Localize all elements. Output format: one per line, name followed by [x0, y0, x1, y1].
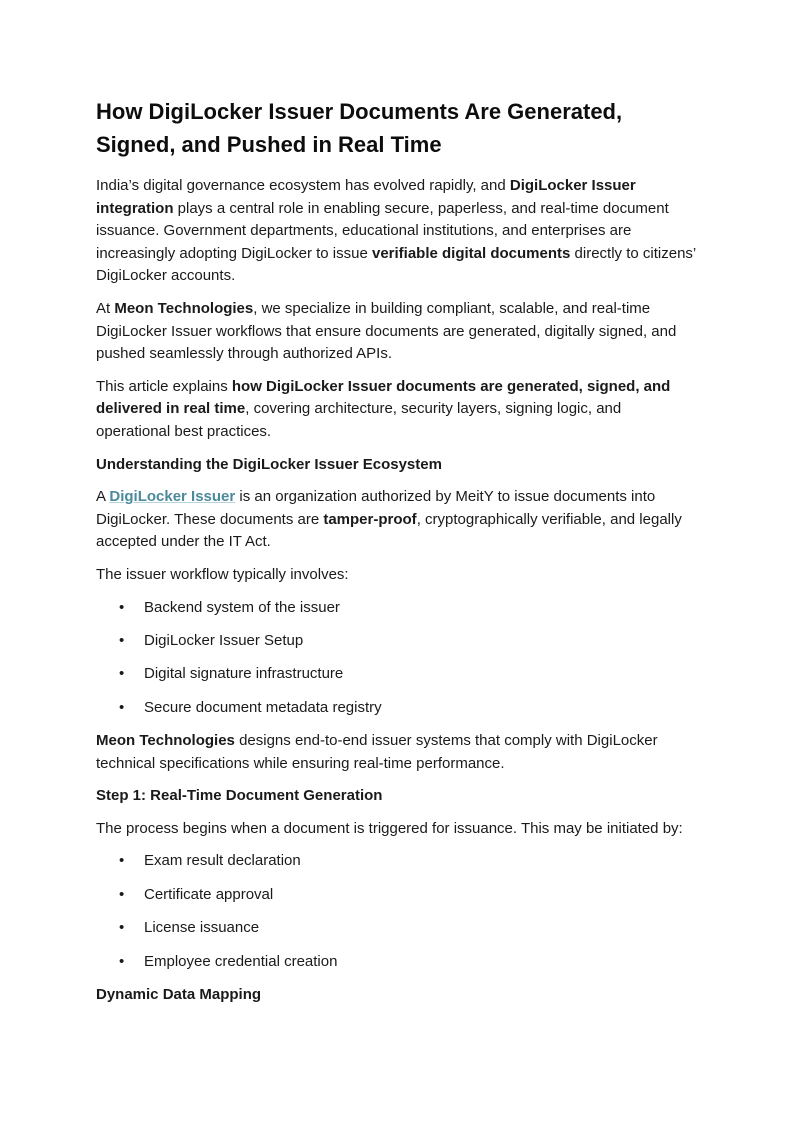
bold-tamper-proof: tamper-proof — [323, 510, 417, 528]
process-paragraph: The process begins when a document is triggered for issuance. This may be initiated by: — [96, 819, 683, 837]
issuer-paragraph: A DigiLocker Issuer is an organization authorized by MeitY to issue documents into DigiLocker. These documents are tamper-proof, cryptographically verifiable, and legally accepted under the IT Act. — [96, 488, 682, 551]
list-item: • DigiLocker Issuer Setup — [96, 630, 698, 653]
list-item: • License issuance — [96, 917, 698, 940]
section-heading-ecosystem: Understanding the DigiLocker Issuer Ecosystem — [96, 455, 442, 473]
page-title: How DigiLocker Issuer Documents Are Generated, Signed, and Pushed in Real Time — [96, 99, 623, 157]
bold-meon-technologies: Meon Technologies — [114, 299, 254, 317]
workflow-list — [96, 597, 698, 720]
explains-paragraph: This article explains how DigiLocker Issuer documents are generated, signed, and delivered in real time, covering architecture, security layers, signing logic, and operational best practices. — [96, 377, 671, 440]
subheading-dynamic-data-mapping: Dynamic Data Mapping — [96, 986, 262, 1003]
list-item: • Secure document metadata registry — [96, 697, 698, 720]
bold-digilocker-issuer-integration: DigiLocker Issuer integration — [96, 177, 636, 217]
list-item: • Digital signature infrastructure — [96, 663, 698, 686]
meon-paragraph: At Meon Technologies, we specialize in building compliant, scalable, and real-time DigiLocker Issuer workflows that ensure documents are generated, digitally signed, and pushed seamlessly through authorized APIs. — [96, 299, 677, 363]
section-heading-step1: Step 1: Real-Time Document Generation — [96, 787, 383, 805]
digilocker-issuer-link[interactable]: DigiLocker Issuer — [109, 488, 236, 506]
workflow-intro: The issuer workflow typically involves: — [96, 565, 349, 583]
list-item: • Exam result declaration — [96, 850, 698, 873]
list-item: • Backend system of the issuer — [96, 597, 698, 620]
bold-article-summary: how DigiLocker Issuer documents are generated, signed, and delivered in real time — [96, 377, 671, 418]
designs-paragraph: Meon Technologies designs end-to-end issuer systems that comply with DigiLocker technical specifications while ensuring real-time performance. — [96, 732, 658, 772]
list-item: • Certificate approval — [96, 884, 698, 907]
intro-paragraph: India’s digital governance ecosystem has evolved rapidly, and DigiLocker Issuer integration plays a central role in enabling secure, paperless, and real-time document issuance. Government departments, educational institutions, and enterprises are increasingly adopting DigiLocker to issue verifiable digital documents directly to citizens’ DigiLocker accounts. — [96, 177, 696, 285]
bold-meon-technologies: Meon Technologies — [96, 732, 235, 750]
bold-verifiable-digital-documents: verifiable digital documents — [371, 244, 571, 262]
trigger-list — [96, 850, 698, 973]
list-item: • Employee credential creation — [96, 951, 698, 974]
